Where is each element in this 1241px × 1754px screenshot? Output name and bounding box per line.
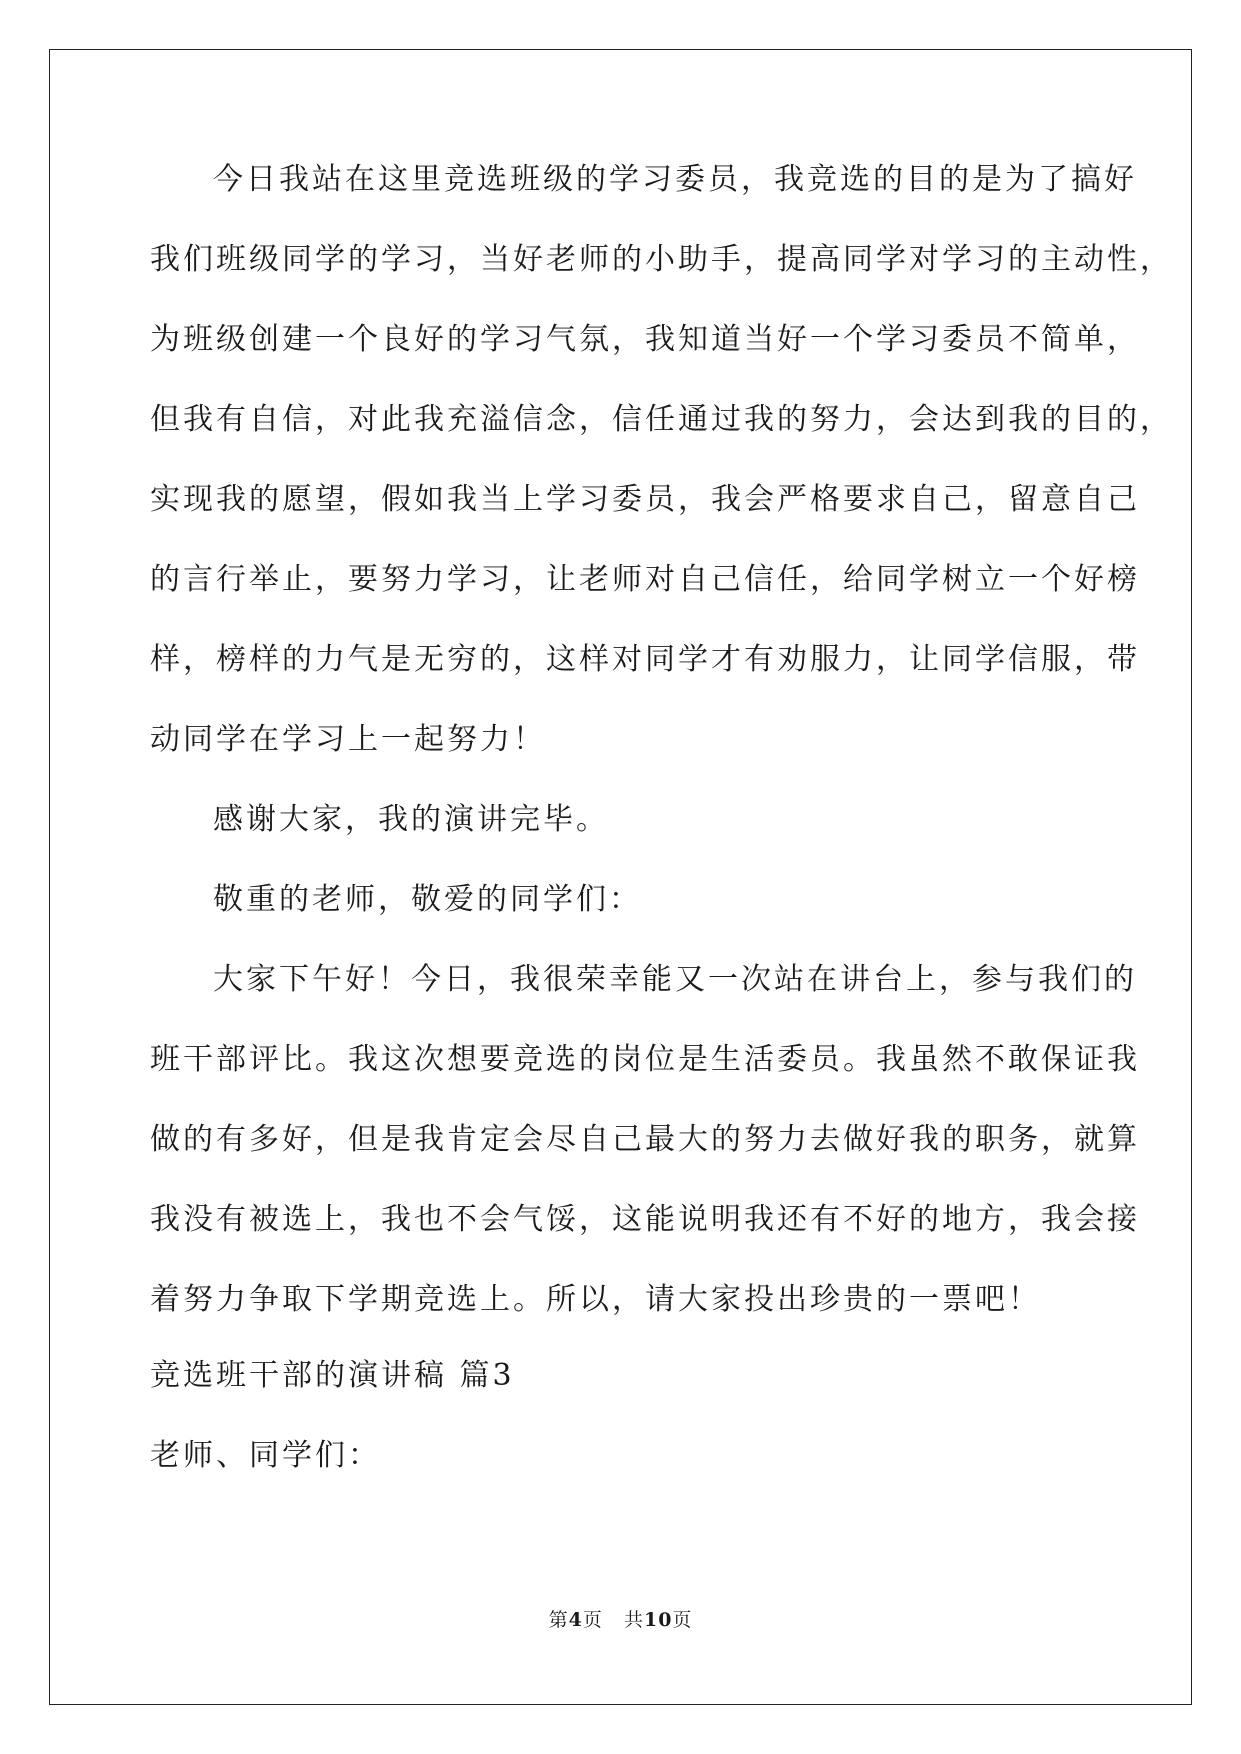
paragraph-line: 做的有多好，但是我肯定会尽自己最大的努力去做好我的职务，就算: [150, 1122, 1140, 1157]
section-heading: 竞选班干部的演讲稿 篇3: [150, 1358, 515, 1393]
paragraph-line: 感谢大家，我的演讲完毕。: [213, 802, 609, 837]
paragraph-line: 我没有被选上，我也不会气馁，这能说明我还有不好的地方，我会接: [150, 1202, 1140, 1237]
paragraph-line: 样，榜样的力气是无穷的，这样对同学才有劝服力，让同学信服，带: [150, 642, 1140, 677]
paragraph-line: 今日我站在这里竞选班级的学习委员，我竞选的目的是为了搞好: [213, 162, 1137, 197]
paragraph-line: 动同学在学习上一起努力！: [150, 722, 546, 757]
footer-total-prefix: 共: [623, 1609, 644, 1631]
paragraph-line: 实现我的愿望，假如我当上学习委员，我会严格要求自己，留意自己: [150, 482, 1140, 517]
salutation-line: 老师、同学们：: [150, 1438, 381, 1473]
page-footer: [0, 1605, 1241, 1632]
paragraph-line: 敬重的老师，敬爱的同学们：: [213, 882, 642, 917]
total-page-count: 10: [643, 1609, 673, 1631]
footer-prefix: 第: [548, 1609, 569, 1631]
paragraph-line: 我们班级同学的学习，当好老师的小助手，提高同学对学习的主动性，: [150, 242, 1173, 277]
footer-total-suffix: 页: [672, 1609, 693, 1631]
paragraph-line: 大家下午好！今日，我很荣幸能又一次站在讲台上，参与我们的: [213, 962, 1137, 997]
paragraph-line: 班干部评比。我这次想要竞选的岗位是生活委员。我虽然不敢保证我: [150, 1042, 1140, 1077]
paragraph-line: 着努力争取下学期竞选上。所以，请大家投出珍贵的一票吧！: [150, 1282, 1041, 1317]
paragraph-line: 但我有自信，对此我充溢信念，信任通过我的努力，会达到我的目的，: [150, 402, 1173, 437]
paragraph-line: 的言行举止，要努力学习，让老师对自己信任，给同学树立一个好榜: [150, 562, 1140, 597]
footer-page-suffix: 页: [582, 1609, 603, 1631]
current-page-number: 4: [568, 1609, 583, 1631]
paragraph-line: 为班级创建一个良好的学习气氛，我知道当好一个学习委员不简单，: [150, 322, 1140, 357]
